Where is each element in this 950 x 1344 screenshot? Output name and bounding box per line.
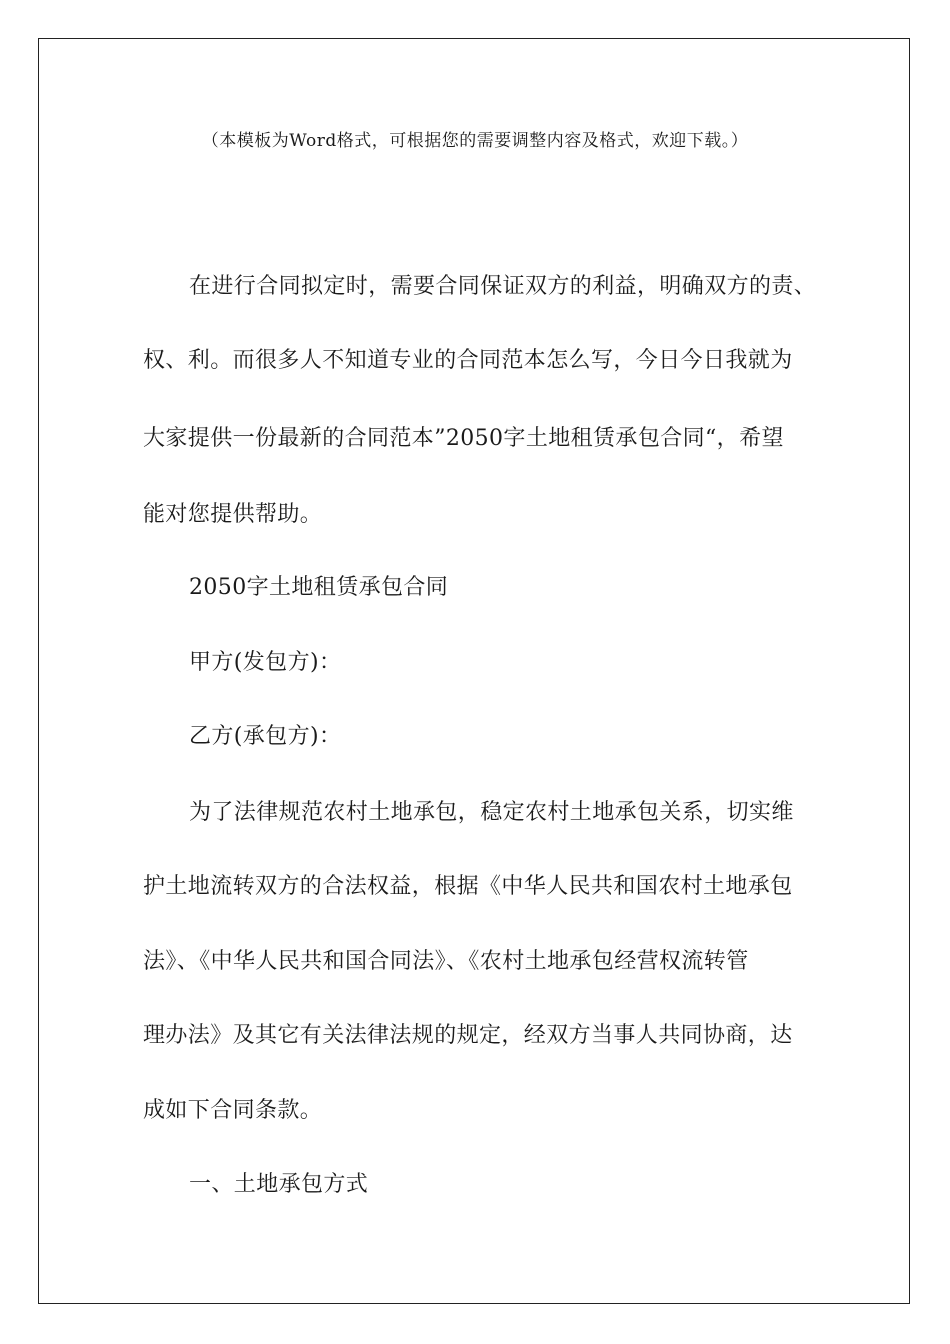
contract-title: 2050字土地租赁承包合同 bbox=[189, 575, 449, 600]
template-note: （本模板为Word格式，可根据您的需要调整内容及格式，欢迎下载。） bbox=[201, 131, 749, 151]
party-b-label: 乙方(承包方)： bbox=[189, 724, 342, 749]
preamble-line-2: 护土地流转双方的合法权益，根据《中华人民共和国农村土地承包 bbox=[143, 874, 793, 899]
preamble-line-1: 为了法律规范农村土地承包，稳定农村土地承包关系，切实维 bbox=[189, 800, 794, 825]
preamble-line-3: 法》、《中华人民共和国合同法》、《农村土地承包经营权流转管 bbox=[143, 949, 749, 974]
preamble-line-4: 理办法》及其它有关法律法规的规定，经双方当事人共同协商，达 bbox=[143, 1023, 793, 1048]
party-a-label: 甲方(发包方)： bbox=[189, 650, 342, 675]
intro-line-4: 能对您提供帮助。 bbox=[143, 502, 323, 527]
preamble-line-5: 成如下合同条款。 bbox=[143, 1098, 323, 1123]
section-1-heading: 一、土地承包方式 bbox=[189, 1172, 369, 1197]
intro-line-3: 大家提供一份最新的合同范本”2050字土地租赁承包合同“，希望 bbox=[143, 426, 784, 451]
intro-line-2: 权、利。而很多人不知道专业的合同范本怎么写，今日今日我就为 bbox=[143, 348, 793, 373]
intro-line-1: 在进行合同拟定时，需要合同保证双方的利益，明确双方的责、 bbox=[189, 274, 817, 299]
